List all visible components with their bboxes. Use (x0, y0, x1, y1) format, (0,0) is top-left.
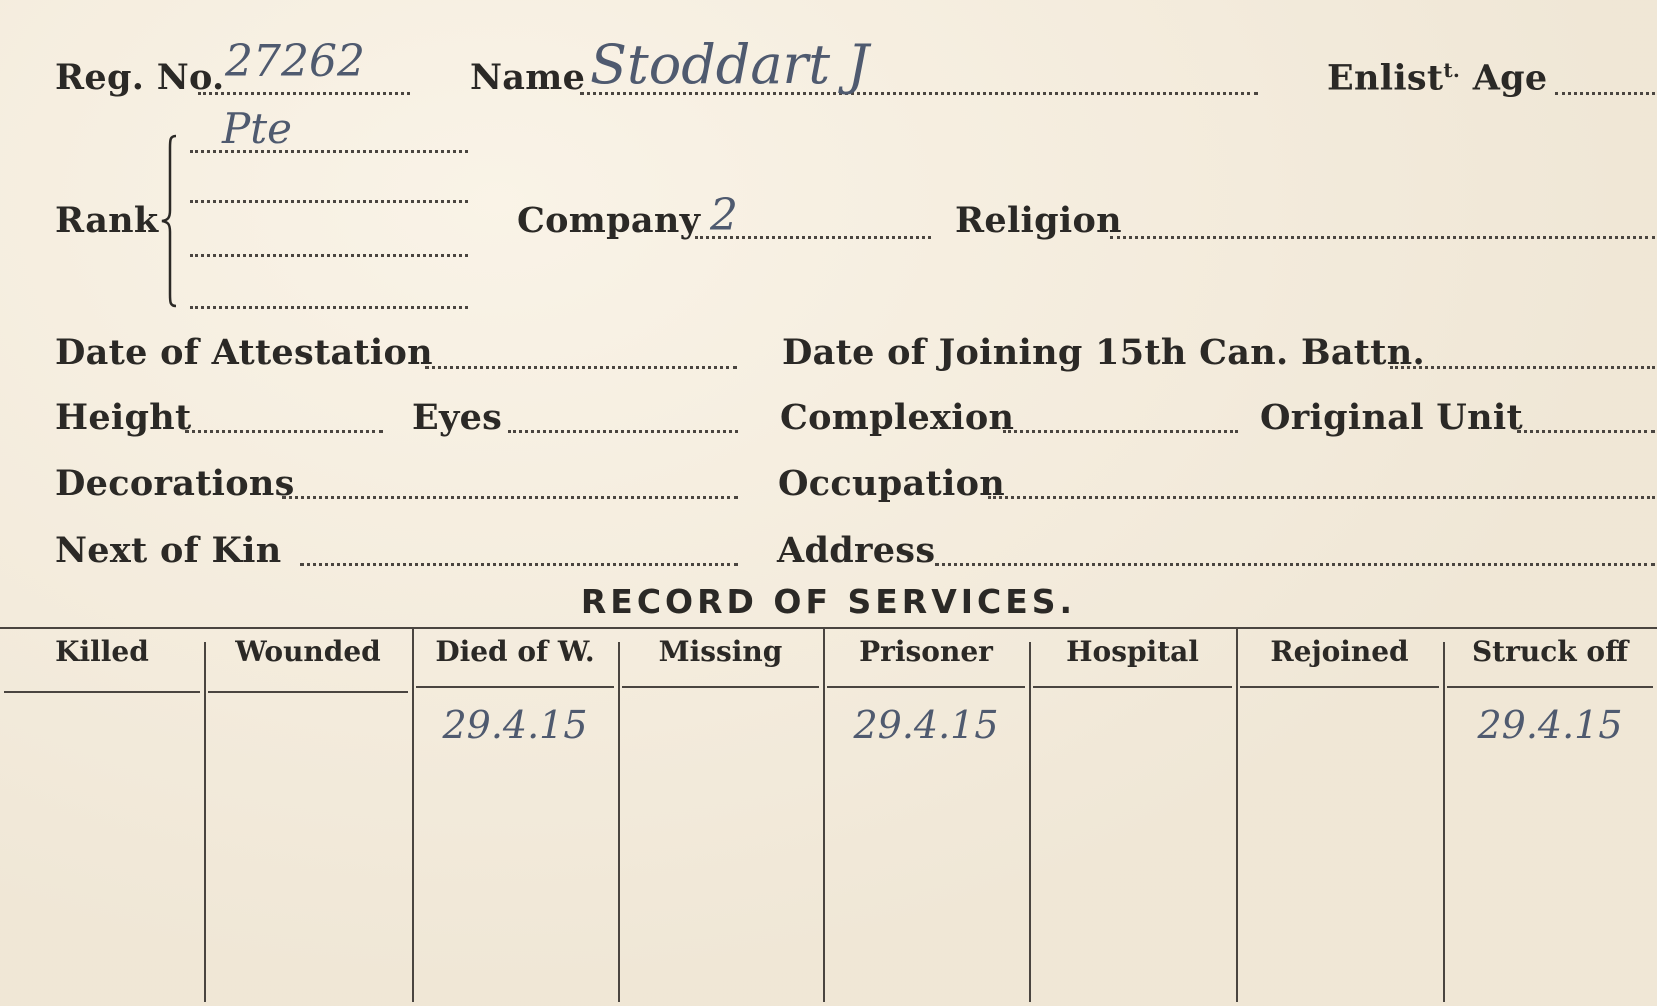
height-label: Height (55, 397, 192, 438)
header-underline (827, 686, 1025, 688)
record-entry: 29.4.15 (853, 703, 999, 747)
column-header: Hospital (1066, 635, 1199, 668)
column-header: Killed (55, 635, 149, 668)
table-top-rule (0, 627, 1657, 629)
height-dots (185, 430, 383, 433)
column-header: Wounded (235, 635, 381, 668)
rank-dots-2 (190, 200, 468, 203)
next-of-kin-dots (300, 563, 738, 566)
record-title: RECORD OF SERVICES. (580, 582, 1077, 621)
rank-value: Pte (222, 104, 292, 153)
company-value: 2 (710, 190, 738, 241)
column-header: Rejoined (1270, 635, 1409, 668)
reg-no-dots (198, 92, 410, 95)
rank-brace (160, 134, 186, 308)
company-label: Company (517, 200, 701, 241)
rank-label: Rank (55, 200, 159, 241)
complexion-dots (1003, 430, 1238, 433)
reg-no-label: Reg. No. (55, 57, 225, 98)
column-header: Prisoner (859, 635, 993, 668)
record-entry: 29.4.15 (1477, 703, 1623, 747)
religion-label: Religion (955, 200, 1122, 241)
column-header: Struck off (1471, 635, 1629, 668)
date-joining-label: Date of Joining 15th Can. Battn. (782, 332, 1425, 373)
eyes-label: Eyes (412, 397, 503, 438)
column-divider (204, 642, 206, 1002)
address-label: Address (777, 530, 936, 571)
column-divider (618, 642, 620, 1002)
address-dots (935, 563, 1655, 566)
header-underline (416, 686, 614, 688)
rank-dots-4 (190, 306, 468, 309)
name-label: Name (470, 57, 586, 98)
complexion-label: Complexion (780, 397, 1015, 438)
column-divider (1236, 629, 1238, 1002)
column-divider (1443, 642, 1445, 1002)
occupation-dots (988, 496, 1655, 499)
record-entry: 29.4.15 (442, 703, 588, 747)
header-underline (4, 691, 200, 693)
header-underline (1447, 686, 1653, 688)
rank-dots-1 (190, 150, 468, 153)
header-underline (1033, 686, 1232, 688)
original-unit-dots (1517, 430, 1655, 433)
header-underline (208, 691, 408, 693)
header-underline (1240, 686, 1439, 688)
decorations-label: Decorations (55, 463, 295, 504)
enlist-age-dots (1555, 92, 1655, 95)
column-header: Missing (658, 635, 783, 668)
religion-dots (1110, 236, 1655, 239)
enlist-age-label: Enlist$^{t.}$ Age (1327, 57, 1548, 99)
header-underline (622, 686, 819, 688)
occupation-label: Occupation (778, 463, 1005, 504)
eyes-dots (508, 430, 738, 433)
column-divider (1029, 642, 1031, 1002)
next-of-kin-label: Next of Kin (55, 530, 282, 571)
column-divider (412, 629, 414, 1002)
original-unit-label: Original Unit (1260, 397, 1523, 438)
date-attestation-dots (425, 366, 737, 369)
reg-no-value: 27262 (225, 36, 365, 87)
rank-dots-3 (190, 254, 468, 257)
column-divider (823, 629, 825, 1002)
decorations-dots (282, 496, 738, 499)
name-value: Stoddart J (590, 33, 869, 96)
column-header: Died of W. (435, 635, 595, 668)
date-attestation-label: Date of Attestation (55, 332, 433, 373)
date-joining-dots (1390, 366, 1655, 369)
